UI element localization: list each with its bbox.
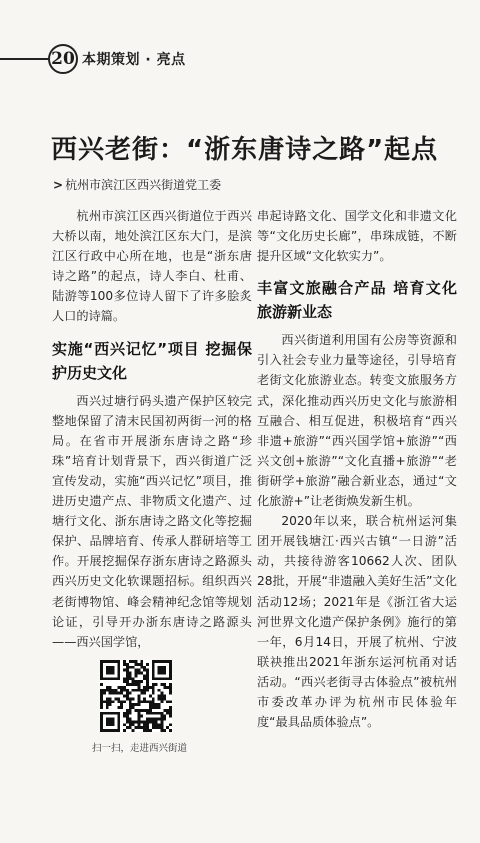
section-heading: 丰富文旅融合产品 培育文化旅游新业态 [257,279,457,322]
qr-block [92,660,212,754]
qr-code[interactable] [100,660,172,732]
paragraph: 2020年以来，联合杭州运河集团开展钱塘江·西兴古镇“一日游”活动，共接待游客10662人次、团队28批，开展“非遗融入美好生活”文化活动12场；2021年是《浙江省大运河世界文化遗产保护条例》施行的第一年，6月14日，开展了杭州、宁波联袂推出2021年浙东运河杭甬对话活动。“西兴老街寻古体验点”被杭州市委改革办评为杭州市民体验年度“最具品质体验点”。 [257,514,457,730]
article-title: 西兴老街：“浙东唐诗之路”起点 [51,135,439,165]
section-label: 本期策划 · 亮点 [82,52,186,68]
page-number-badge [48,44,78,74]
byline-text: 杭州市滨江区西兴街道党工委 [65,178,222,192]
section-heading: 实施“西兴记忆”项目 挖掘保护历史文化 [52,339,252,382]
left-column [52,206,252,652]
qr-caption: 扫一扫，走进西兴街道 [92,743,188,754]
paragraph: 串起诗路文化、国学文化和非遗文化等“文化历史长廊”，串珠成链，不断提升区域“文化软实力”。 [257,209,457,264]
byline [53,176,221,193]
paragraph: 杭州市滨江区西兴街道位于西兴大桥以南，地处滨江区东大门，是滨江区行政中心所在地，也是“浙东唐诗之路”的起点，诗人李白、杜甫、陆游等100多位诗人留下了许多脍炙人口的诗篇。 [52,209,252,324]
paragraph: 西兴过塘行码头遗产保护区较完整地保留了清末民国初两街一河的格局。在省市开展浙东唐诗之路“珍珠”培育计划背景下，西兴街道广泛宣传发动，实施“西兴记忆”项目，推进历史遗产点、非物质文化遗产、过塘行文化、浙东唐诗之路文化等挖掘保护、品牌培育、传承人群研培等工作。开展挖掘保存浙东唐诗之路源头西兴历史文化软课题招标。组织西兴老街博物馆、峰会精神纪念馆等规划论证，引导开办浙东唐诗之路源头——西兴国学馆， [52,393,252,649]
right-column [257,206,457,732]
paragraph: 西兴街道利用国有公房等资源和引入社会专业力量等途径，引导培育老街文化旅游业态。转变文旅服务方式，深化推动西兴历史文化与旅游相互融合、相互促进，积极培育“西兴非遗+旅游”“西兴国学馆+旅游”“西兴文创+旅游”“文化直播+旅游”“老街研学+旅游”融合新业态，通过“文化旅游+”让老街焕发新生机。 [257,333,457,509]
page-number: 20 [51,49,75,69]
header-rule [0,58,50,60]
byline-marker-icon: > [53,178,64,192]
